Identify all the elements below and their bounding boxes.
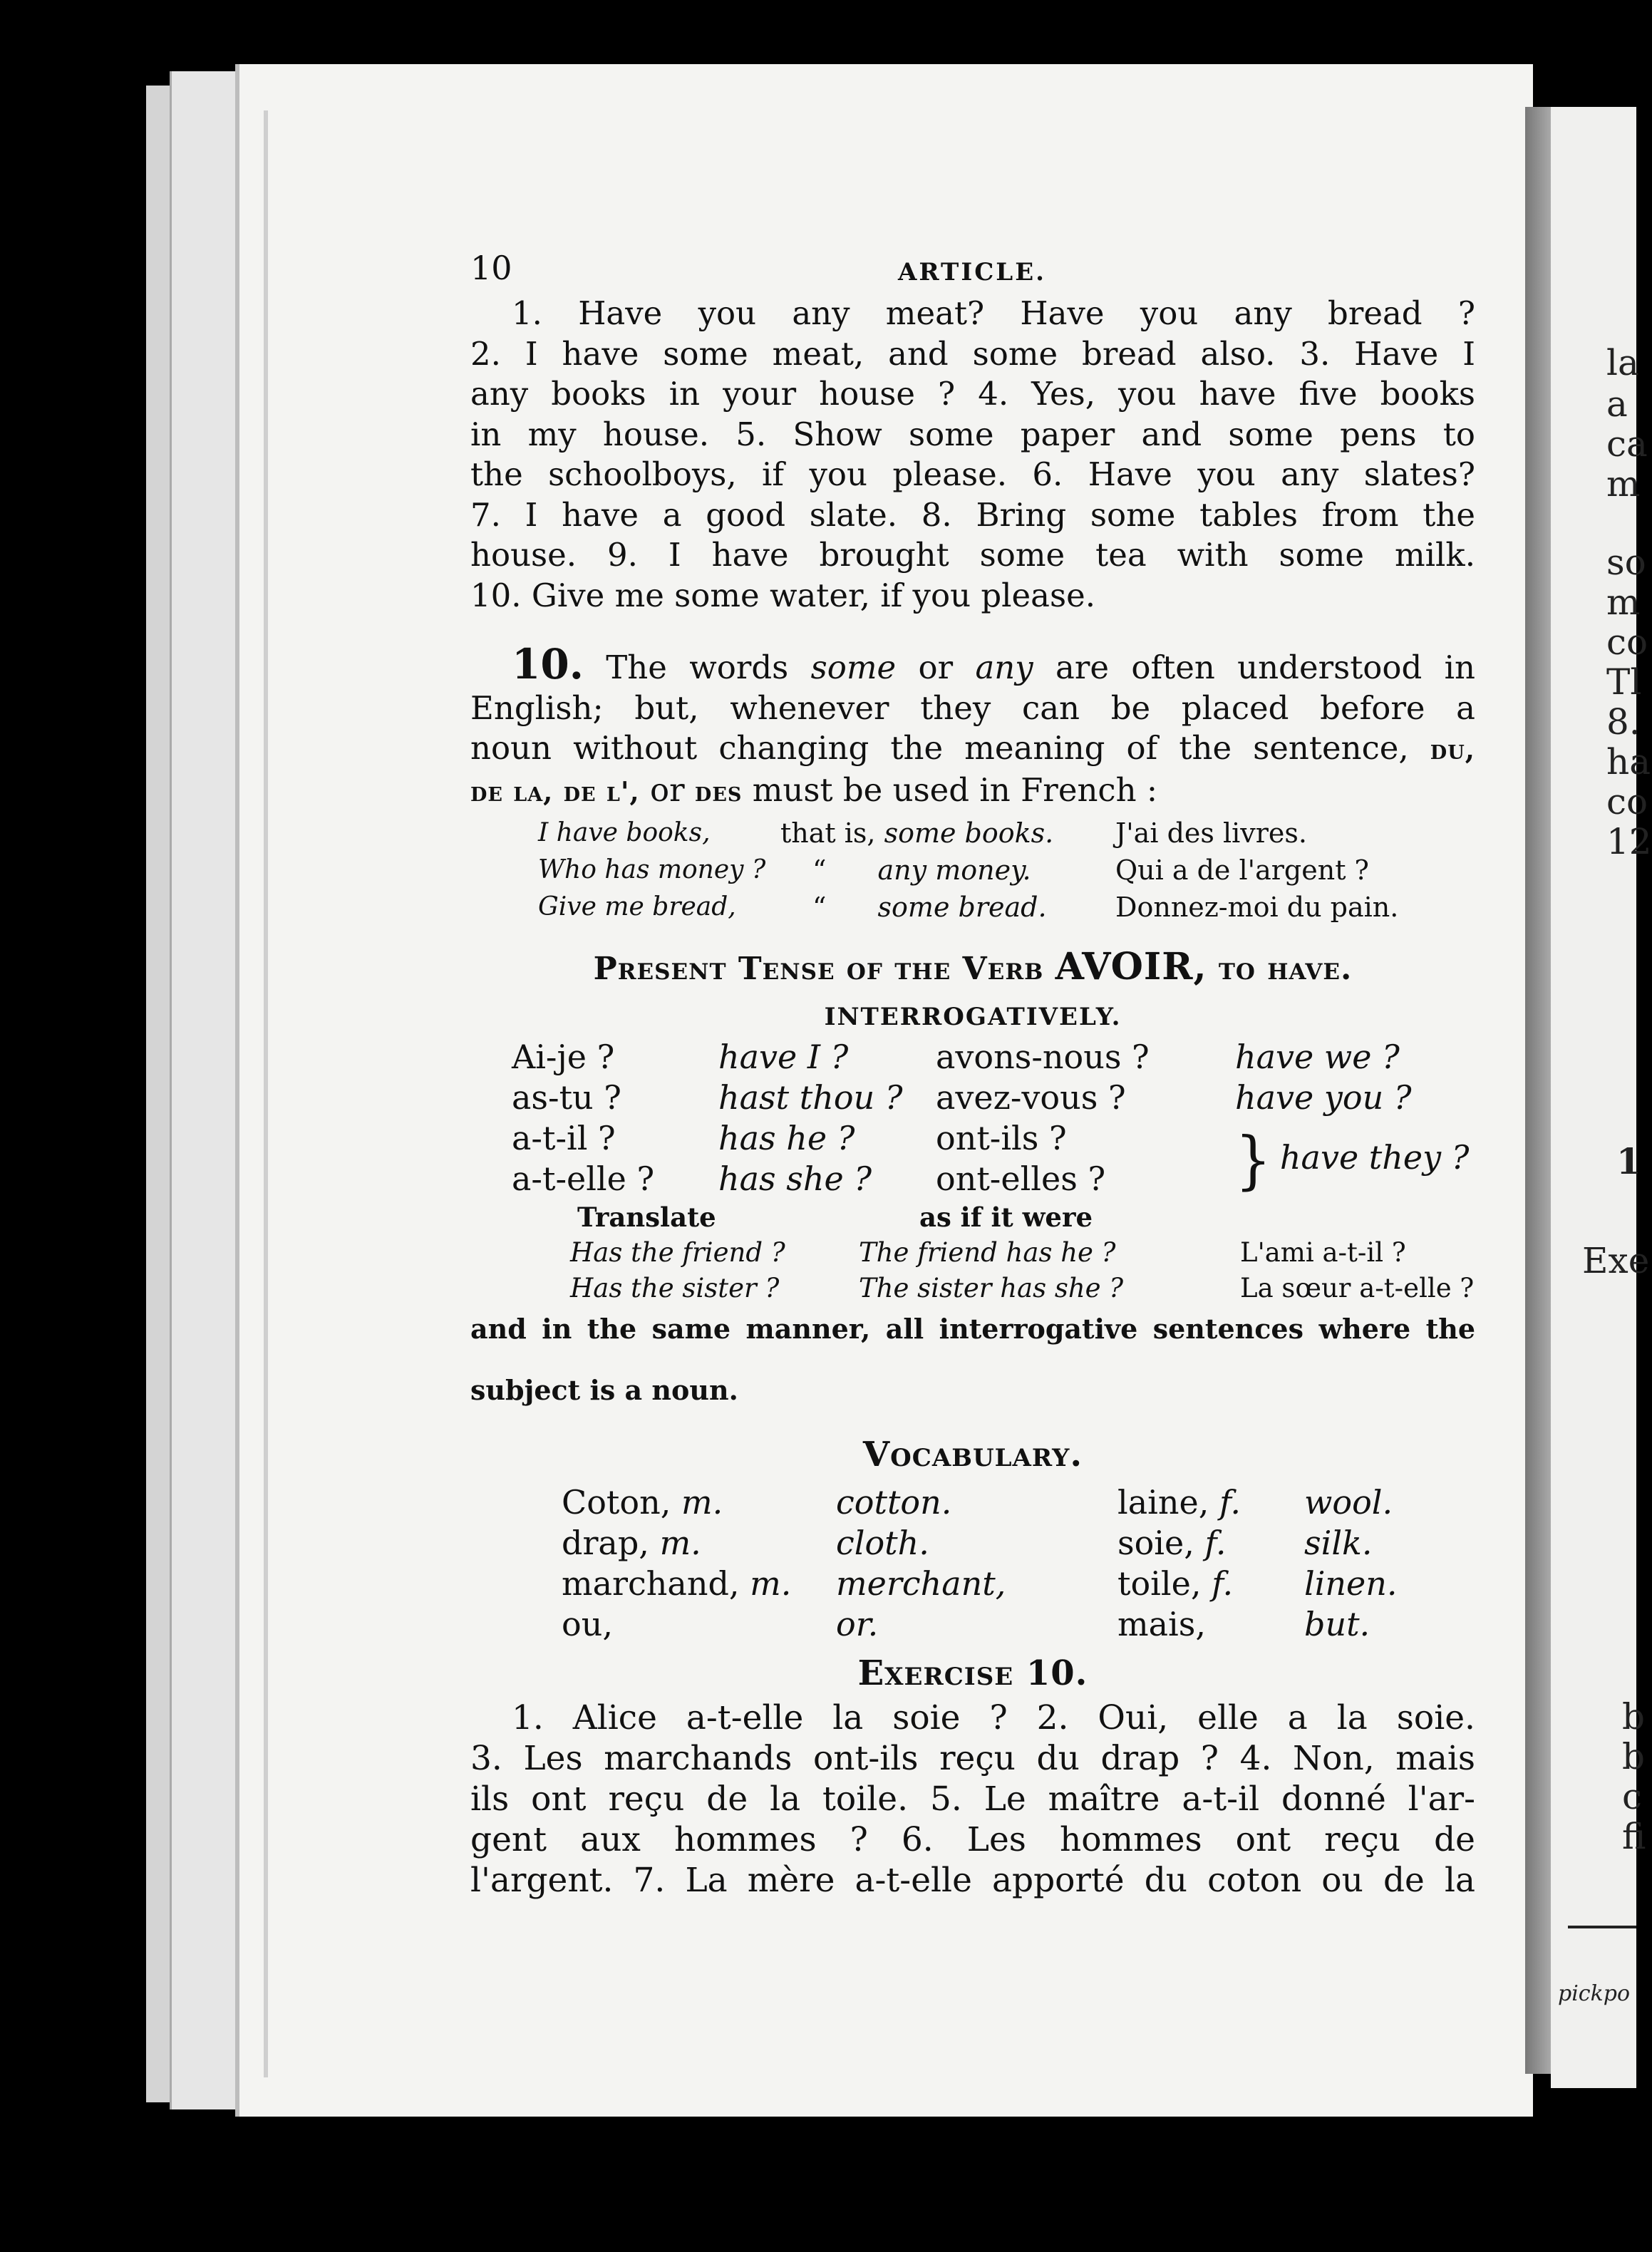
example-french: Donnez-moi du pain. [1115, 892, 1399, 923]
text-line: gent aux hommes ? 6. Les hommes ont reçu de [470, 1820, 1475, 1859]
translate-english: Has the sister ? [570, 1273, 780, 1303]
word: drap, [562, 1523, 649, 1562]
page-number: 10 [470, 249, 512, 287]
ditto-mark: “ [812, 892, 827, 923]
adjacent-fragment: ca [1606, 423, 1648, 465]
example-meaning [780, 889, 1115, 926]
gender: m. [659, 1523, 701, 1562]
vocab-english: cloth. [836, 1523, 929, 1562]
page-inner-edge [264, 110, 268, 2077]
example-english: I have books, [538, 818, 711, 847]
text-fragment: or [639, 770, 695, 809]
text-line [470, 728, 1475, 770]
example-row [538, 815, 1398, 852]
text-line: 10. Give me some water, if you please. [470, 576, 1096, 614]
exercise-10-text [470, 1698, 1475, 1901]
word: laine, [1117, 1482, 1209, 1522]
example-meaning [780, 815, 1115, 852]
french-singular: as-tu ? [512, 1078, 621, 1117]
vocab-row [562, 1523, 1398, 1564]
vocab-french [562, 1564, 836, 1604]
adjacent-fragment: c [1622, 1776, 1643, 1817]
gutter-shadow [1525, 107, 1551, 2074]
example-english: Who has money ? [538, 855, 766, 884]
french-plural: avons-nous ? [936, 1038, 1150, 1076]
translate-literal: The friend has he ? [859, 1237, 1116, 1268]
conjugation-row [512, 1078, 1469, 1118]
vocabulary-table [562, 1482, 1398, 1645]
gender: m. [750, 1564, 792, 1603]
text-fragment: noun without changing the meaning of the sentence, [470, 729, 1430, 767]
adjacent-fragment: co [1606, 781, 1648, 822]
text-fragment: must be used in French : [742, 770, 1158, 809]
french-plural: ont-elles ? [936, 1159, 1106, 1198]
text-line: 2. I have some meat, and some bread also. 3. Have I [470, 334, 1475, 373]
article-term: du, [1430, 733, 1475, 765]
vocab-french [562, 1482, 836, 1523]
example-row [538, 889, 1398, 926]
english-singular: has she ? [718, 1159, 872, 1198]
gender: m. [681, 1482, 723, 1522]
article-term: des [694, 775, 743, 807]
text-line [470, 640, 1475, 688]
english-plural-they [1235, 1118, 1469, 1199]
article-term: de la, de l', [470, 775, 640, 807]
conjugation-row [512, 1037, 1469, 1078]
vocab-english: linen. [1304, 1564, 1398, 1603]
meaning: any money. [877, 854, 1031, 886]
italic-word: any [975, 649, 1033, 686]
english-singular: has he ? [718, 1119, 855, 1157]
translate-french: L'ami a-t-il ? [1240, 1237, 1406, 1268]
exercise-10-heading: Exercise 10. [857, 1653, 1088, 1693]
vocab-english: cotton. [836, 1482, 952, 1522]
translate-row [570, 1271, 1474, 1306]
section-10 [470, 640, 1475, 926]
example-english: Give me bread, [538, 892, 736, 921]
text-line [470, 770, 1475, 812]
exercise-9-text [470, 294, 1475, 616]
text-line: 1. Alice a-t-elle la soie ? 2. Oui, elle a la soie. [512, 1698, 1475, 1737]
note-line: and in the same manner, all interrogative sentences where the [470, 1313, 1475, 1345]
french-plural: avez-vous ? [936, 1078, 1126, 1117]
vocab-french [1117, 1604, 1304, 1645]
text-fragment: or [896, 649, 976, 686]
meaning: some books. [884, 817, 1054, 849]
example-meaning [780, 852, 1115, 889]
page-content [470, 235, 1475, 1901]
have-they: have they ? [1279, 1137, 1470, 1177]
word: Coton, [562, 1482, 671, 1522]
adjacent-fragment: pickpo [1558, 1981, 1631, 2006]
conjugation-row [512, 1118, 1469, 1159]
interrogatively-subheading: INTERROGATIVELY. [824, 1002, 1122, 1031]
vocab-french [1117, 1523, 1304, 1564]
adjacent-fragment: so [1606, 542, 1646, 583]
adjacent-fragment: co [1606, 621, 1648, 663]
vocab-french [1117, 1482, 1304, 1523]
translate-row [570, 1235, 1474, 1271]
gender: f. [1219, 1482, 1241, 1522]
example-french: Qui a de l'argent ? [1115, 854, 1369, 886]
french-singular: Ai-je ? [512, 1038, 615, 1076]
ditto-mark: “ [812, 854, 827, 886]
text-line: 3. Les marchands ont-ils reçu du drap ? 4. Non, mais [470, 1739, 1475, 1778]
translate-french: La sœur a-t-elle ? [1240, 1273, 1475, 1303]
examples-table [538, 815, 1398, 926]
note-line: subject is a noun. [470, 1374, 738, 1406]
section-number: 10. [512, 640, 584, 688]
brace: } [1235, 1123, 1271, 1197]
that-is: that is, [780, 817, 876, 849]
vocab-english: or. [836, 1604, 879, 1643]
vocab-english: silk. [1304, 1523, 1373, 1562]
text-line: the schoolboys, if you please. 6. Have you any slates? [470, 455, 1475, 493]
text-line: any books in your house ? 4. Yes, you have five books [470, 375, 1475, 413]
adjacent-fragment: a [1606, 383, 1628, 425]
empty-cell [1240, 1199, 1474, 1235]
example-row [538, 852, 1398, 889]
verb-name: AVOIR, [1055, 945, 1207, 988]
translate-header-row [570, 1199, 1474, 1235]
vocab-row [562, 1482, 1398, 1523]
word: marchand, [562, 1564, 740, 1603]
adjacent-fragment: 1 [1616, 1140, 1641, 1182]
french-plural: ont-ils ? [936, 1119, 1067, 1157]
vocab-row [562, 1604, 1398, 1645]
adjacent-fragment: 12 [1606, 821, 1652, 862]
adjacent-fragment: ha [1606, 741, 1651, 782]
gender: f. [1204, 1523, 1227, 1562]
english-singular: have I ? [718, 1038, 849, 1076]
word: toile, [1117, 1564, 1202, 1603]
text-line: ils ont reçu de la toile. 5. Le maître a-t-il donné l'ar- [470, 1780, 1475, 1819]
adjacent-fragment: 8. [1606, 701, 1641, 743]
adjacent-fragment: fi [1622, 1816, 1646, 1857]
text-line: in my house. 5. Show some paper and some pens to [470, 415, 1475, 453]
word: ou, [562, 1604, 613, 1643]
vocab-french [562, 1523, 836, 1564]
french-singular: a-t-elle ? [512, 1159, 655, 1198]
adjacent-footnote-rule [1568, 1926, 1636, 1928]
vocab-french [562, 1604, 836, 1645]
heading-text: Present Tense of the Verb [593, 951, 1055, 987]
translate-literal: The sister has she ? [859, 1273, 1124, 1303]
adjacent-fragment: m [1606, 582, 1641, 623]
adjacent-fragment: b [1622, 1696, 1646, 1737]
adjacent-fragment: b [1622, 1736, 1646, 1777]
adjacent-fragment: m [1606, 463, 1641, 505]
adjacent-fragment: Exe [1582, 1240, 1650, 1281]
text-line: l'argent. 7. La mère a-t-elle apporté du coton ou de la [470, 1861, 1475, 1900]
text-line: 1. Have you any meat? Have you any bread ? [512, 294, 1475, 332]
text-line: house. 9. I have brought some tea with some milk. [470, 536, 1475, 574]
as-if-label: as if it were [919, 1202, 1093, 1233]
present-tense-heading [470, 947, 1475, 990]
word: mais, [1117, 1604, 1206, 1643]
italic-word: some [810, 649, 897, 686]
example-french: J'ai des livres. [1115, 817, 1307, 849]
text-fragment: The words [606, 649, 811, 686]
vocab-french [1117, 1564, 1304, 1604]
english-singular: hast thou ? [718, 1078, 903, 1117]
french-singular: a-t-il ? [512, 1119, 616, 1157]
word: soie, [1117, 1523, 1194, 1562]
vocabulary-heading: Vocabulary. [862, 1435, 1083, 1474]
translate-label: Translate [577, 1202, 716, 1233]
meaning: some bread. [877, 892, 1047, 923]
english-plural: have you ? [1235, 1078, 1412, 1117]
page-header [470, 235, 1475, 289]
vocab-english: wool. [1304, 1482, 1393, 1522]
text-line: 7. I have a good slate. 8. Bring some tables from the [470, 495, 1475, 534]
adjacent-fragment: la [1606, 342, 1639, 383]
heading-text: to have. [1207, 951, 1353, 987]
english-plural: have we ? [1235, 1038, 1400, 1076]
translate-table [570, 1199, 1474, 1306]
vocab-english: but. [1304, 1604, 1370, 1643]
adjacent-fragment: Tl [1606, 661, 1642, 703]
gender: f. [1212, 1564, 1234, 1603]
vocab-english: merchant, [836, 1564, 1006, 1603]
conjugation-table [512, 1037, 1469, 1199]
vocab-row [562, 1564, 1398, 1604]
text-line: English; but, whenever they can be placed before a [470, 688, 1475, 727]
translate-english: Has the friend ? [570, 1237, 785, 1268]
running-title: ARTICLE. [898, 258, 1046, 286]
text-fragment: are often understood in [1033, 649, 1475, 686]
